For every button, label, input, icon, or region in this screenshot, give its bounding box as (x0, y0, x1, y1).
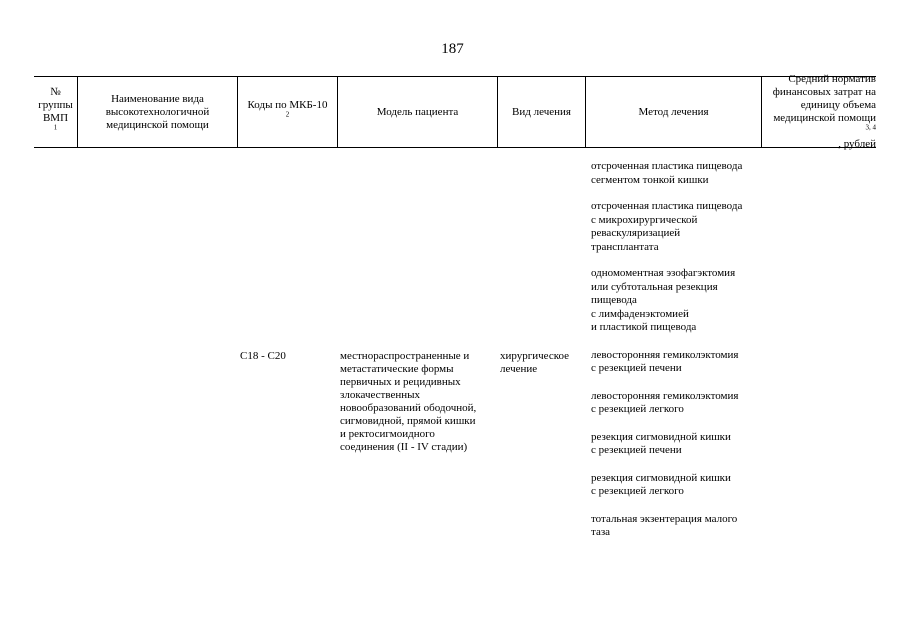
header-model-label: Модель пациента (376, 105, 459, 118)
header-method-label: Метод лечения (638, 105, 709, 118)
method-list (591, 160, 767, 540)
header-method (585, 77, 761, 147)
method-item: тотальная экзентерация малого таза (591, 512, 738, 538)
method-item: отсроченная пластика пищевода с микрохирургической реваскуляризацией трансплантата (591, 200, 743, 253)
page-number: 187 (441, 41, 464, 57)
treatment-type-cell: хирургическое лечение (500, 350, 570, 375)
header-model (337, 77, 497, 147)
header-name (77, 77, 237, 147)
method-item: резекция сигмовидной кишки с резекцией легкого (591, 471, 731, 497)
header-treatment-type-label: Вид лечения (512, 105, 571, 118)
method-item: левосторонняя гемиколэктомия с резекцией легкого (591, 389, 739, 415)
patient-model-cell: местнораспространенные и метастатические формы первичных и рецидивных злокачественных новообразований ободочной, сигмовидной, прямой кишки и ректосигмоидного соединения (II - IV стадии) (340, 350, 477, 453)
method-item: резекция сигмовидной кишки с резекцией печени (591, 430, 731, 456)
header-codes-label: Коды по МКБ-10 (247, 99, 328, 111)
method-item: одномоментная эзофагэктомия или субтотальная резекция пищевода с лимфаденэктомией и пластикой пищевода (591, 267, 736, 333)
method-item: левосторонняя гемиколэктомия с резекцией печени (591, 348, 739, 374)
header-group-no (34, 77, 77, 147)
header-cost-label: Средний норматив финансовых затрат на единицу объема медицинской помощи (772, 73, 876, 124)
header-cost (761, 73, 876, 150)
header-codes (237, 77, 337, 147)
table-header (34, 73, 876, 150)
header-codes-footnote: 2 (285, 110, 290, 119)
header-cost-footnote: 3, 4 (865, 123, 876, 132)
header-cost-unit: , рублей (838, 138, 876, 150)
icd-codes-cell: C18 - C20 (240, 350, 286, 362)
header-group-no-label: № группы ВМП (38, 86, 73, 124)
header-name-label: Наименование вида высокотехнологичной медицинской помощи (105, 92, 210, 131)
header-treatment-type (497, 77, 585, 147)
header-group-no-footnote: 1 (53, 123, 58, 132)
method-item: отсроченная пластика пищевода сегментом тонкой кишки (591, 160, 743, 186)
